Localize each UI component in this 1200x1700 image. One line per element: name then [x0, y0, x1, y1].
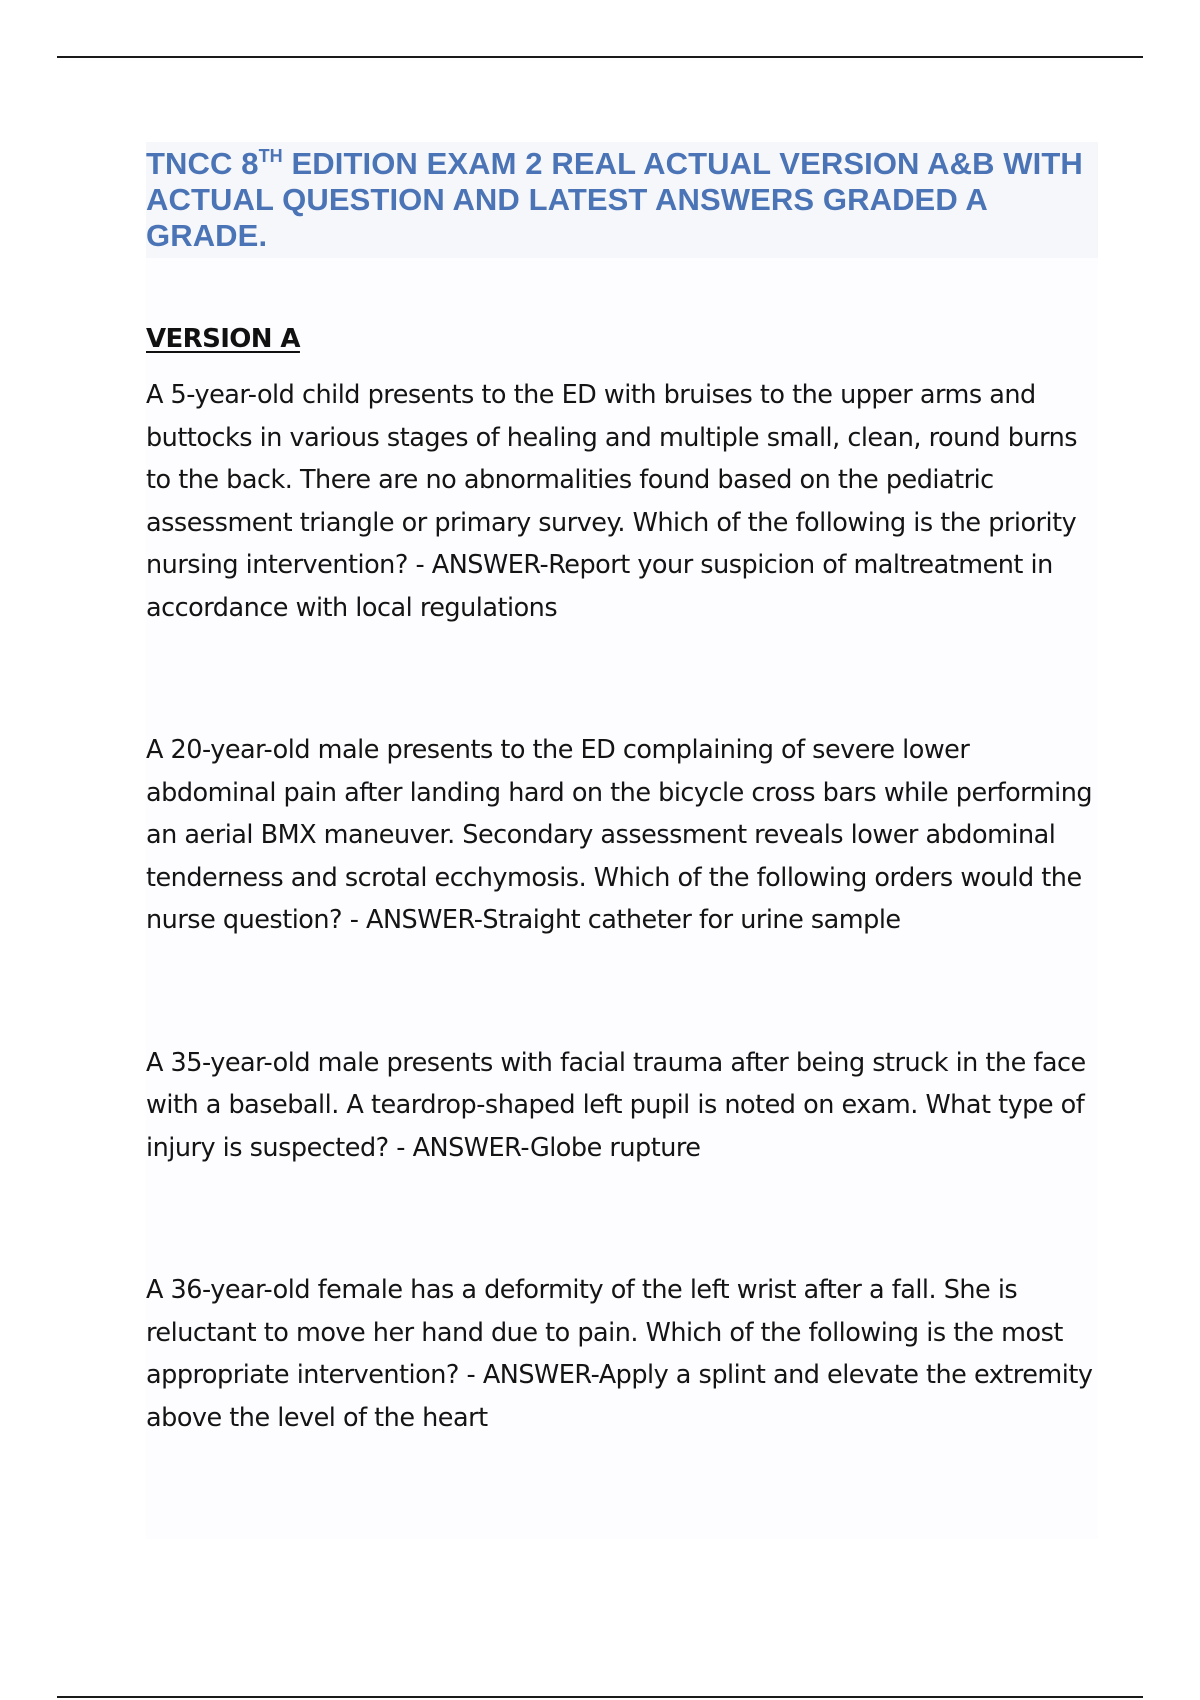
document-body — [146, 142, 1098, 1539]
title-text-end: EDITION EXAM 2 REAL ACTUAL VERSION A&B WITH ACTUAL QUESTION AND LATEST ANSWERS GRADED A GRADE. — [146, 146, 1083, 253]
title-text-start: TNCC 8 — [146, 146, 259, 181]
question-answer: A 35-year-old male presents with facial trauma after being struck in the face with a baseball. A teardrop-shaped left pupil is noted on exam. What type of injury is suspected? - ANSWER-Globe rupture — [146, 1047, 1086, 1163]
question-answer: A 20-year-old male presents to the ED complaining of severe lower abdominal pain after landing hard on the bicycle cross bars while performing an aerial BMX maneuver. Secondary assessment reveals lower abdominal tenderness and scrotal ecchymosis. Which of the following orders would the nurse question? - ANSWER-Straight catheter for urine sample — [146, 735, 1093, 935]
bottom-divider — [57, 1696, 1143, 1698]
section-heading: VERSION A — [146, 324, 300, 354]
title-superscript: TH — [258, 146, 283, 166]
document-title — [146, 146, 1098, 254]
question-answer: A 36-year-old female has a deformity of the left wrist after a fall. She is reluctant to move her hand due to pain. Which of the following is the most appropriate intervention? - ANSWER-Apply a splint and elevate the extremity above the level of the heart — [146, 1275, 1093, 1433]
title-block — [146, 142, 1098, 258]
top-divider — [57, 56, 1143, 58]
question-answer: A 5-year-old child presents to the ED with bruises to the upper arms and buttocks in various stages of healing and multiple small, clean, round burns to the back. There are no abnormalities found based on the pediatric assessment triangle or primary survey. Which of the following is the priority nursing intervention? - ANSWER-Report your suspicion of maltreatment in accordance with local regulations — [146, 380, 1078, 623]
